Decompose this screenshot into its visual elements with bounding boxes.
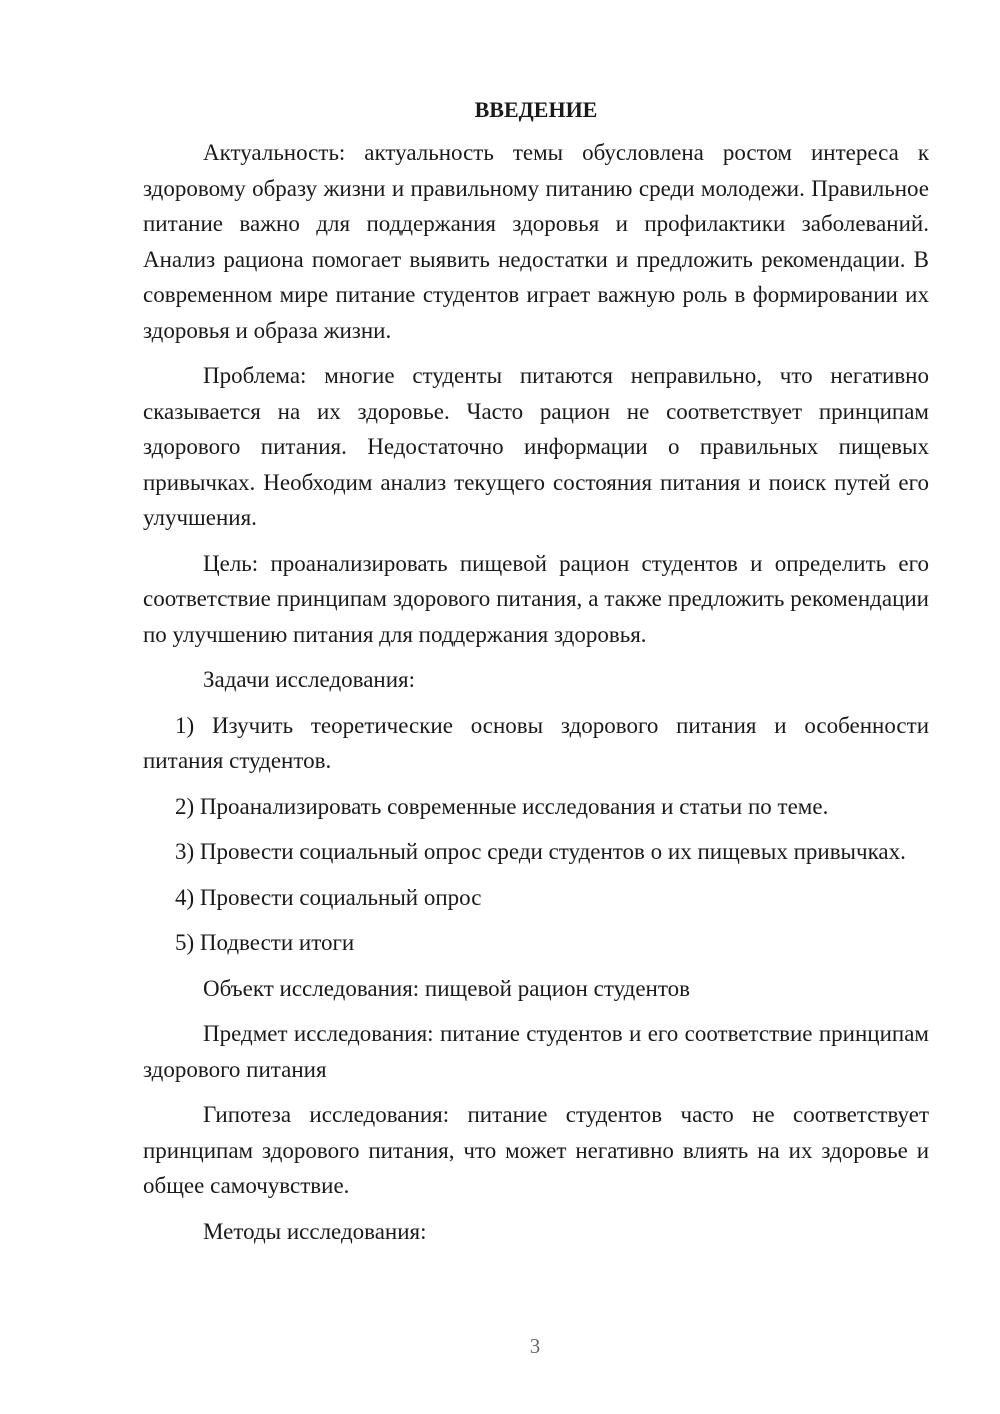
task-item: 1) Изучить теоретические основы здорового питания и особенности питания студентов.	[143, 712, 929, 773]
paragraph-hypothesis: Гипотеза исследования: питание студентов часто не соответствует принципам здорового питания, что может негативно влиять на их здоровье и общее самочувствие.	[143, 1102, 929, 1198]
paragraph-object: Объект исследования: пищевой рацион студентов	[203, 975, 690, 1001]
section-title: ВВЕДЕНИЕ	[474, 97, 598, 122]
task-item: 3) Провести социальный опрос среди студентов о их пищевых привычках.	[175, 839, 906, 864]
task-item: 5) Подвести итоги	[175, 930, 355, 955]
task-item: 2) Проанализировать современные исследования и статьи по теме.	[175, 793, 829, 819]
page-content	[143, 94, 929, 1259]
paragraph-goal: Цель: проанализировать пищевой рацион студентов и определить его соответствие принципам здорового питания, а также предложить рекомендации по улучшению питания для поддержания здоровья.	[143, 550, 929, 647]
task-item: 4) Провести социальный опрос	[175, 884, 482, 910]
paragraph-relevance: Актуальность: актуальность темы обусловлена ростом интереса к здоровому образу жизни и правильному питанию среди молодежи. Правильное питание важно для поддержания здоровья и профилактики заболеваний. Анализ рациона помогает выявить недостатки и предложить рекомендации. В современном мире питание студентов играет важную роль в формировании их здоровья и образа жизни.	[143, 140, 929, 343]
page-number: 3	[529, 1334, 541, 1358]
tasks-heading: Задачи исследования:	[203, 667, 416, 692]
paragraph-subject: Предмет исследования: питание студентов и его соответствие принципам здорового питания	[143, 1021, 929, 1082]
paragraph-problem: Проблема: многие студенты питаются неправильно, что негативно сказывается на их здоровье. Часто рацион не соответствует принципам здорового питания. Недостаточно информации о правильных пищевых привычках. Необходим анализ текущего состояния питания и поиск путей его улучшения.	[143, 363, 929, 530]
methods-heading: Методы исследования:	[203, 1218, 427, 1244]
